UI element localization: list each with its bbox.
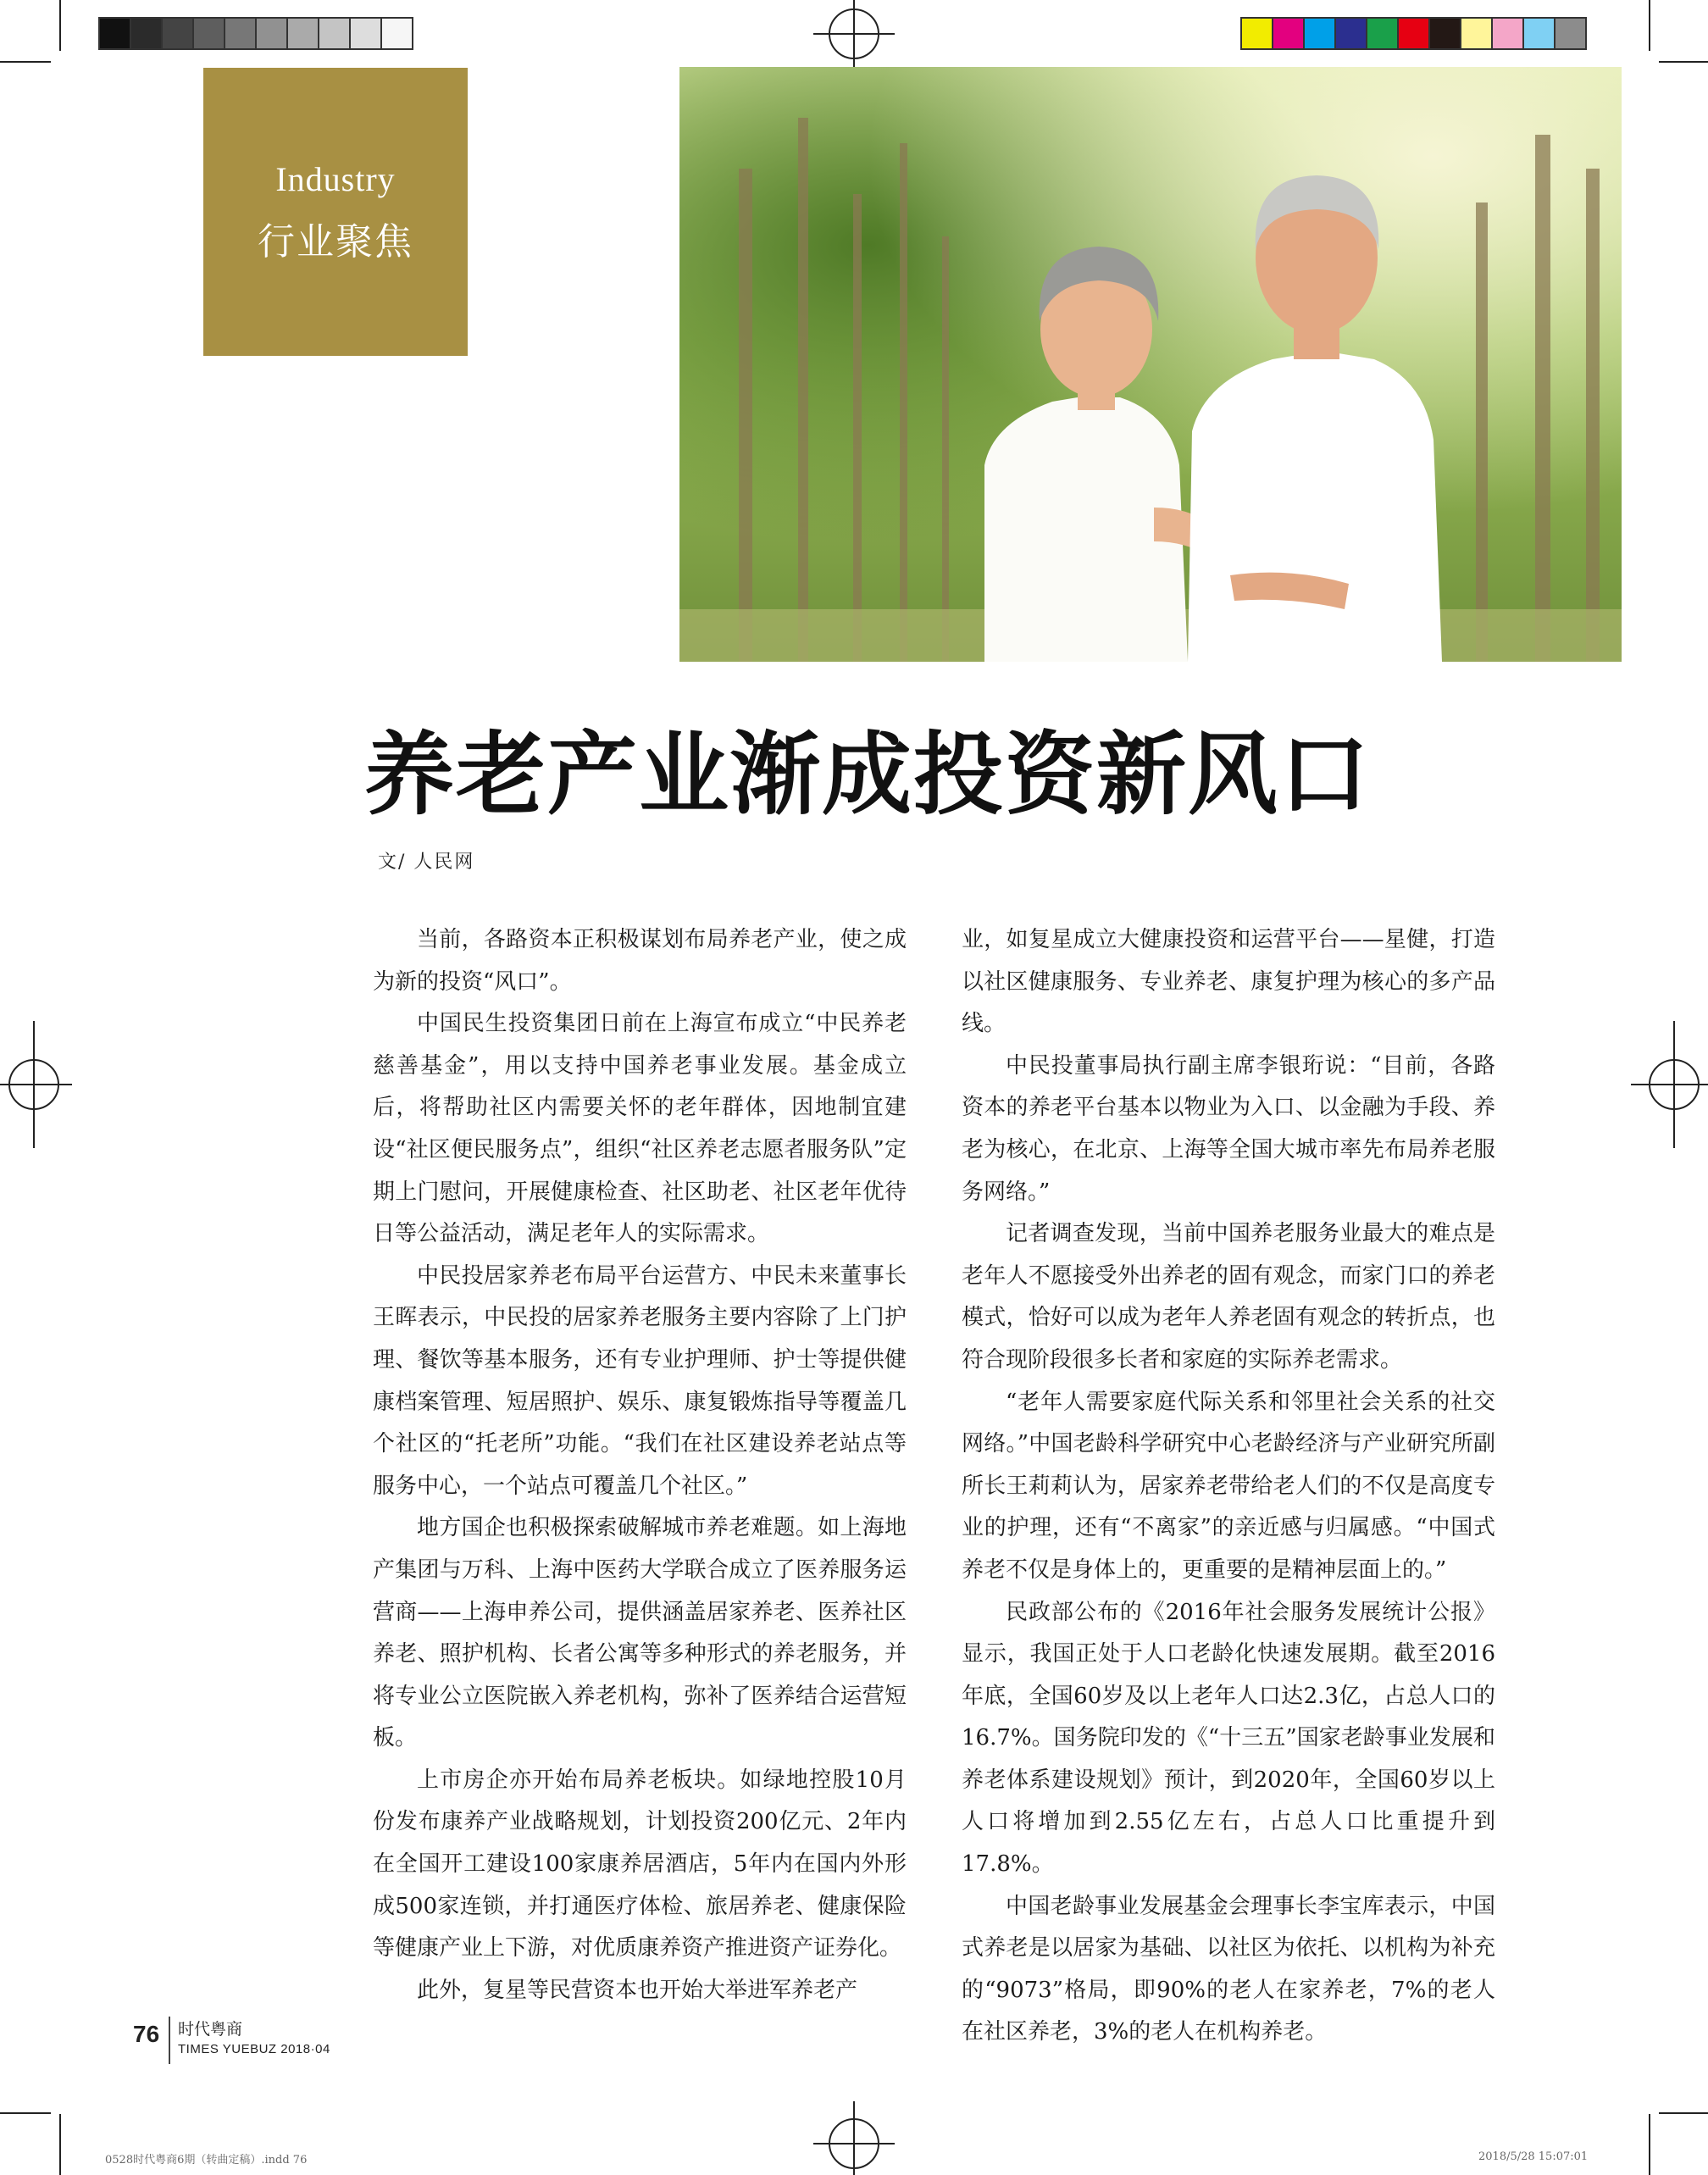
paragraph: 中民投居家养老布局平台运营方、中民未来董事长王晖表示，中民投的居家养老服务主要内容除了上门护理、餐饮等基本服务，还有专业护理师、护士等提供健康档案管理、短居照护、娱乐、康复锻炼指导等覆盖几个社区的“托老所”功能。“我们在社区建设养老站点等服务中心，一个站点可覆盖几个社区。” <box>373 1262 907 1499</box>
color-swatch <box>1522 17 1556 50</box>
paragraph: 民政部公布的《2016年社会服务发展统计公报》显示，我国正处于人口老龄化快速发展期。截至2016年底，全国60岁及以上老年人口达2.3亿，占总人口的16.7%。国务院印发的《“十三五”国家老龄事业发展和养老体系建设规划》预计，到2020年，全国60岁以上人口将增加到2.55亿左右，占总人口比重提升到17.8%。 <box>962 1599 1495 1878</box>
grayscale-calibration-bar <box>100 17 413 50</box>
color-swatch <box>1397 17 1430 50</box>
article-byline: 文/ 人民网 <box>378 852 475 873</box>
color-swatch <box>1460 17 1493 50</box>
crop-mark <box>0 2112 51 2114</box>
hero-photo <box>679 67 1622 662</box>
paragraph: 地方国企也积极探索破解城市养老难题。如上海地产集团与万科、上海中医药大学联合成立了医养服务运营商——上海申养公司，提供涵盖居家养老、医养社区养老、照护机构、长者公寓等多种形式的养老服务，并将专业公立医院嵌入养老机构，弥补了医养结合运营短板。 <box>373 1515 907 1751</box>
color-swatch <box>161 17 194 50</box>
paragraph: 此外，复星等民营资本也开始大举进军养老产 <box>417 1977 858 2003</box>
paragraph: “老年人需要家庭代际关系和邻里社会关系的社交网络。”中国老龄科学研究中心老龄经济与产业研究所副所长王莉莉认为，居家养老带给老人们的不仅是高度专业的护理，还有“不离家”的亲近感与归属感。“中国式养老不仅是身体上的，更重要的是精神层面上的。” <box>962 1389 1495 1583</box>
crop-mark <box>59 2114 61 2175</box>
color-swatch <box>1303 17 1336 50</box>
crop-mark <box>1659 2112 1708 2114</box>
color-swatch <box>130 17 163 50</box>
section-tab <box>203 68 468 356</box>
color-swatch <box>349 17 382 50</box>
color-swatch <box>318 17 351 50</box>
color-swatch <box>1366 17 1399 50</box>
color-swatch <box>380 17 413 50</box>
magazine-name: 时代粤商 <box>178 2020 243 2039</box>
print-slug-file: 0528时代粤商6期（转曲定稿）.indd 76 <box>105 2154 308 2167</box>
color-swatch <box>1428 17 1461 50</box>
article-title: 养老产业渐成投资新风口 <box>364 721 1371 827</box>
paragraph: 上市房企亦开始布局养老板块。如绿地控股10月份发布康养产业战略规划，计划投资200亿元、2年内在全国开工建设100家康养居酒店，5年内在国内外形成500家连锁，并打通医疗体检、旅居养老、健康保险等健康产业上下游，对优质康养资产推进资产证券化。 <box>373 1767 907 1961</box>
crop-mark <box>0 61 51 63</box>
crop-mark <box>1659 61 1708 63</box>
color-swatch <box>1334 17 1367 50</box>
color-swatch <box>98 17 131 50</box>
color-calibration-bar <box>1242 17 1587 50</box>
print-slug-date: 2018/5/28 15:07:01 <box>1478 2150 1589 2163</box>
section-title-cn: 行业聚焦 <box>258 219 413 264</box>
article-column-left <box>373 919 907 2011</box>
color-swatch <box>1491 17 1524 50</box>
color-swatch <box>1272 17 1305 50</box>
color-swatch <box>192 17 225 50</box>
magazine-issue: TIMES YUEBUZ 2018·04 <box>178 2042 330 2056</box>
article-column-right <box>962 919 1495 2054</box>
crop-mark <box>59 0 61 51</box>
color-swatch <box>1554 17 1587 50</box>
paragraph-continuation: 业，如复星成立大健康投资和运营平台——星健，打造以社区健康服务、专业养老、康复护理为核心的多产品线。 <box>962 927 1495 1037</box>
folio-divider <box>169 2017 170 2064</box>
paragraph: 记者调查发现，当前中国养老服务业最大的难点是老年人不愿接受外出养老的固有观念，而家门口的养老模式，恰好可以成为老年人养老固有观念的转折点，也符合现阶段很多长者和家庭的实际养老需求。 <box>962 1221 1495 1373</box>
color-swatch <box>1240 17 1273 50</box>
color-swatch <box>224 17 257 50</box>
color-swatch <box>286 17 319 50</box>
page-number: 76 <box>133 2021 160 2047</box>
crop-mark <box>1649 0 1650 51</box>
section-title-en: Industry <box>275 159 396 198</box>
paragraph: 中国老龄事业发展基金会理事长李宝库表示，中国式养老是以居家为基础、以社区为依托、以机构为补充的“9073”格局，即90%的老人在家养老，7%的老人在社区养老，3%的老人在机构养老。 <box>962 1893 1495 2045</box>
paragraph: 当前，各路资本正积极谋划布局养老产业，使之成为新的投资“风口”。 <box>373 927 907 995</box>
color-swatch <box>255 17 288 50</box>
paragraph: 中国民生投资集团日前在上海宣布成立“中民养老慈善基金”，用以支持中国养老事业发展。基金成立后，将帮助社区内需要关怀的老年群体，因地制宜建设“社区便民服务点”，组织“社区养老志愿者服务队”定期上门慰问，开展健康检查、社区助老、社区老年优待日等公益活动，满足老年人的实际需求。 <box>373 1011 907 1247</box>
paragraph: 中民投董事局执行副主席李银珩说：“目前，各路资本的养老平台基本以物业为入口、以金融为手段、养老为核心，在北京、上海等全国大城市率先布局养老服务网络。” <box>962 1052 1495 1205</box>
crop-mark <box>1649 2114 1650 2175</box>
